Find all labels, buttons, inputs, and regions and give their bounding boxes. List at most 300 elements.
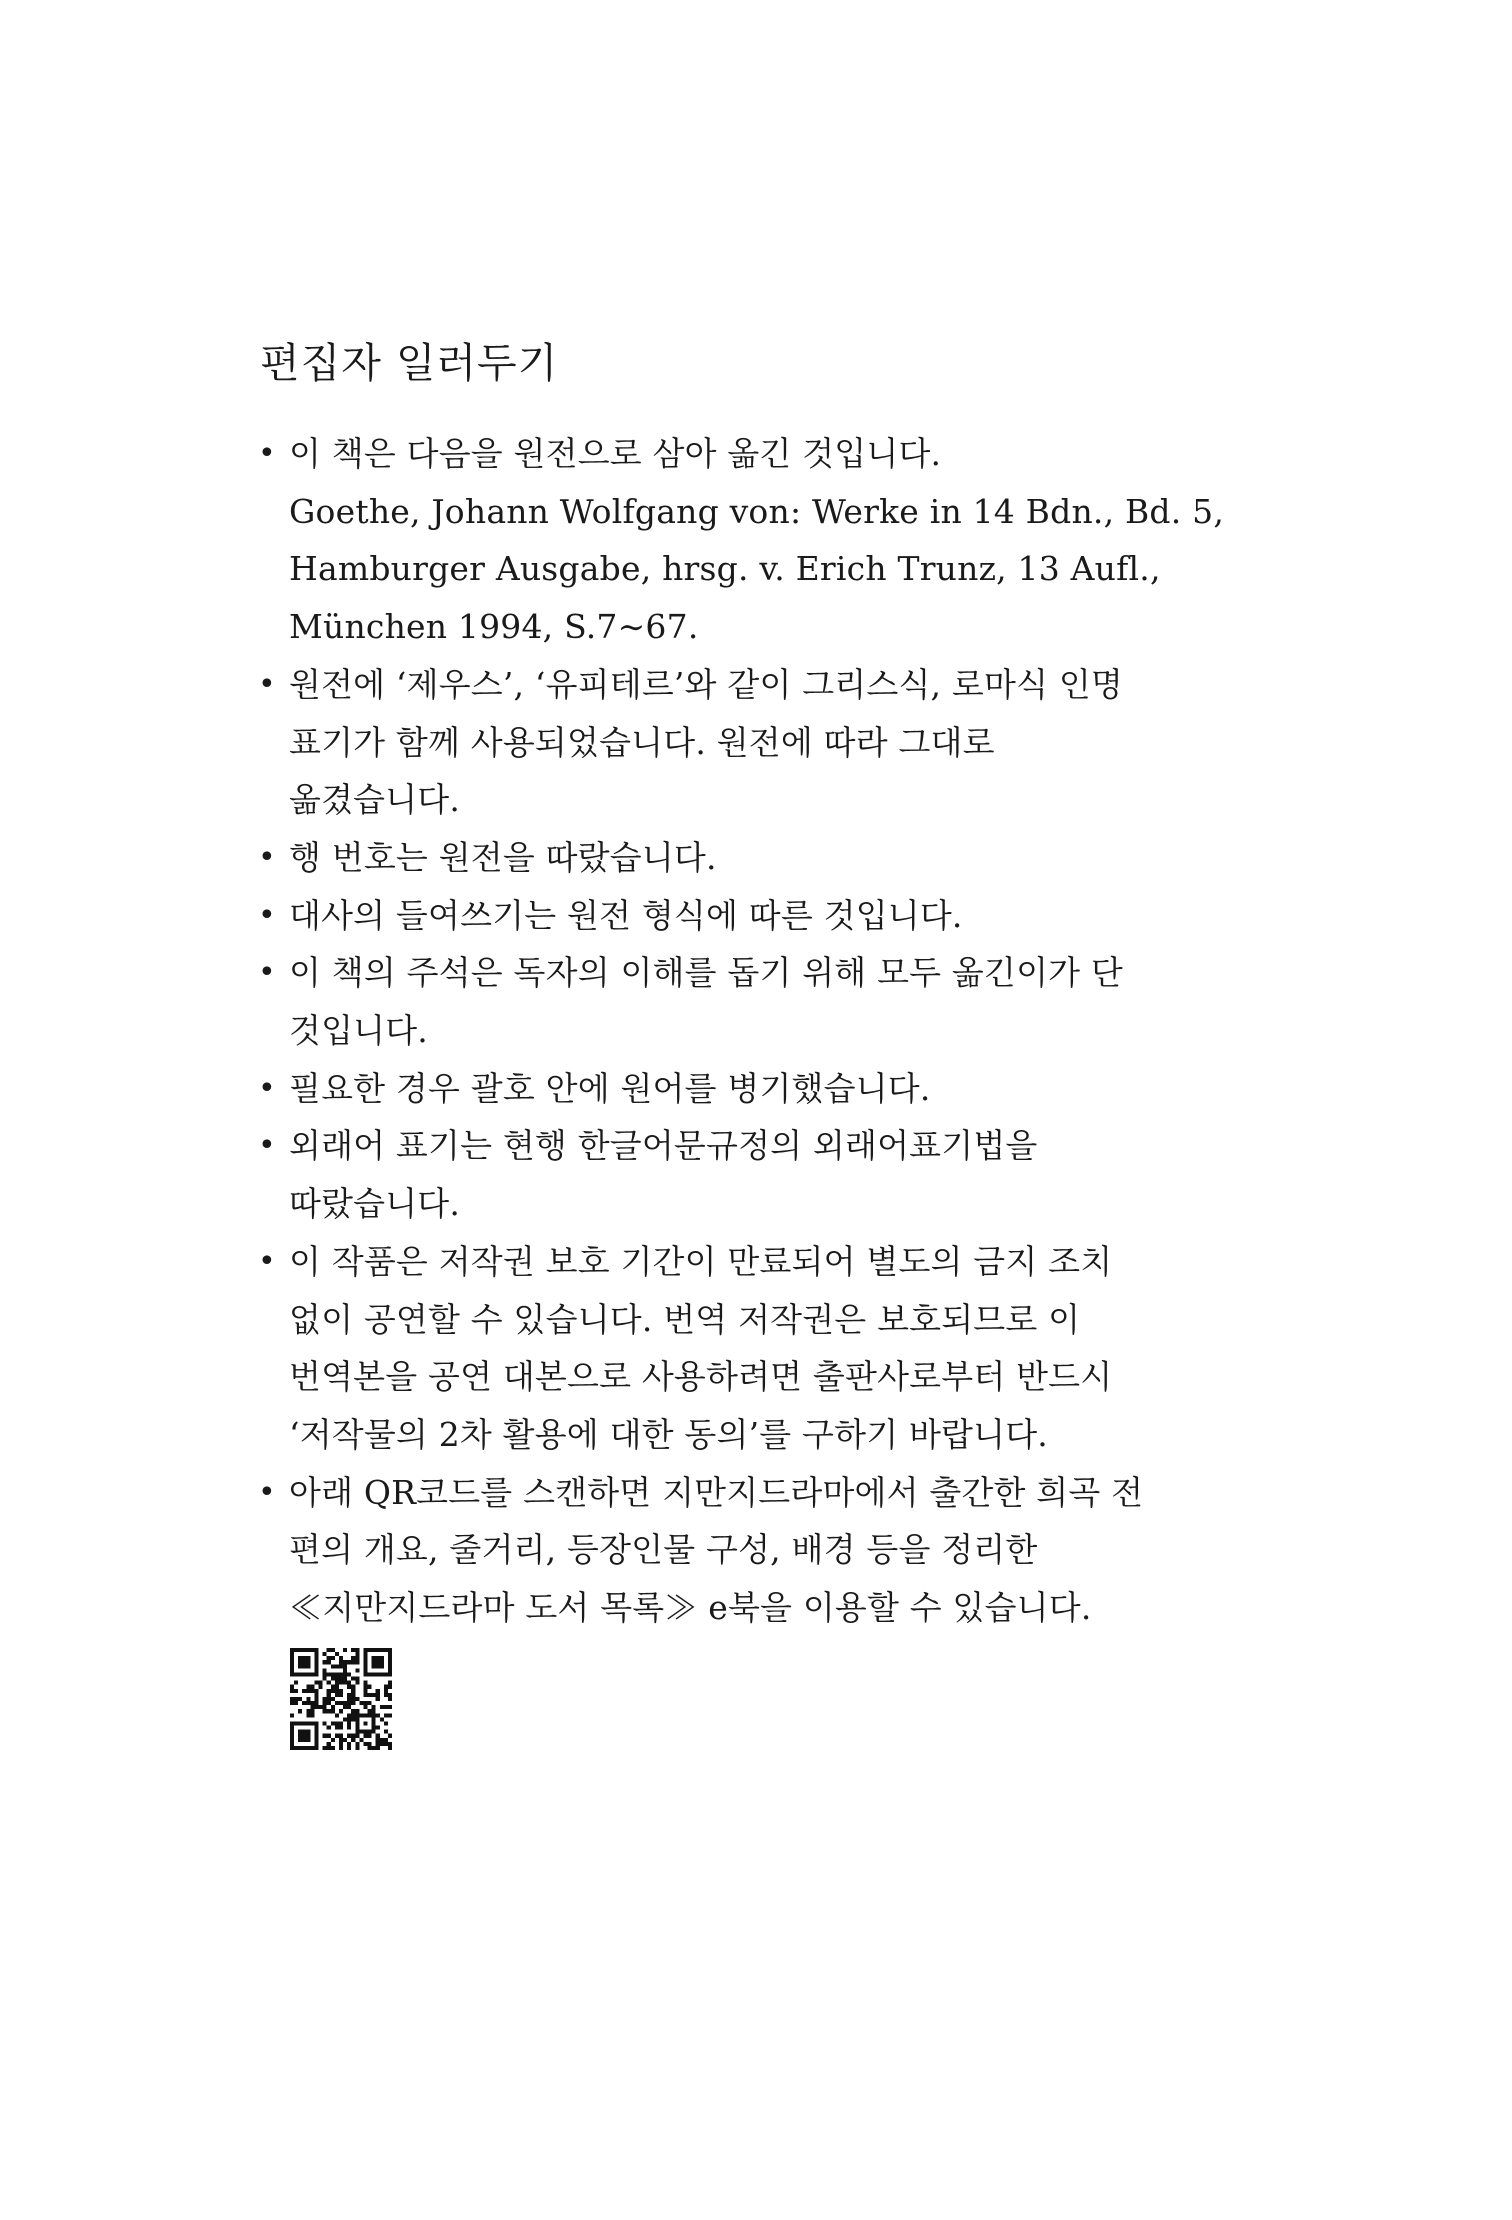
qr-module <box>363 1648 367 1652</box>
qr-module <box>323 1660 327 1664</box>
note-item <box>258 1464 1258 1637</box>
qr-module <box>368 1742 372 1746</box>
qr-module <box>368 1709 372 1713</box>
qr-module <box>343 1677 347 1681</box>
qr-module <box>302 1738 306 1742</box>
qr-module <box>290 1738 294 1742</box>
qr-module <box>310 1709 314 1713</box>
qr-module <box>363 1681 367 1685</box>
qr-module <box>343 1660 347 1664</box>
qr-module <box>314 1660 318 1664</box>
qr-module <box>343 1681 347 1685</box>
qr-module <box>323 1652 327 1656</box>
qr-module <box>363 1672 367 1676</box>
qr-module <box>323 1734 327 1738</box>
qr-module <box>351 1738 355 1742</box>
qr-module <box>347 1681 351 1685</box>
qr-module <box>314 1672 318 1676</box>
qr-module <box>302 1672 306 1676</box>
note-line: 편의 개요, 줄거리, 등장인물 구성, 배경 등을 정리한 <box>289 1530 1038 1570</box>
qr-module <box>290 1721 294 1725</box>
qr-module <box>314 1742 318 1746</box>
qr-module <box>335 1681 339 1685</box>
bullet-icon: • <box>258 897 276 933</box>
qr-module <box>368 1730 372 1734</box>
qr-module <box>302 1689 306 1693</box>
qr-module <box>331 1648 335 1652</box>
qr-module <box>380 1705 384 1709</box>
qr-module <box>290 1685 294 1689</box>
qr-module <box>343 1664 347 1668</box>
qr-module <box>347 1734 351 1738</box>
qr-module <box>376 1693 380 1697</box>
qr-module <box>347 1697 351 1701</box>
qr-module <box>298 1709 302 1713</box>
qr-module <box>327 1746 331 1750</box>
qr-module <box>376 1656 380 1660</box>
qr-module <box>314 1726 318 1730</box>
qr-module <box>376 1672 380 1676</box>
qr-module <box>327 1742 331 1746</box>
qr-module <box>310 1685 314 1689</box>
qr-module <box>339 1746 343 1750</box>
qr-module <box>314 1681 318 1685</box>
qr-module <box>372 1664 376 1668</box>
qr-module <box>363 1742 367 1746</box>
qr-module <box>314 1689 318 1693</box>
qr-module <box>331 1746 335 1750</box>
qr-module <box>384 1742 388 1746</box>
qr-module <box>372 1713 376 1717</box>
qr-module <box>368 1734 372 1738</box>
qr-module <box>355 1713 359 1717</box>
qr-code-icon <box>290 1648 392 1750</box>
qr-module <box>355 1730 359 1734</box>
qr-module <box>372 1705 376 1709</box>
qr-module <box>310 1648 314 1652</box>
bullet-icon: • <box>258 1243 276 1279</box>
qr-module <box>335 1664 339 1668</box>
qr-module <box>290 1730 294 1734</box>
qr-module <box>290 1697 294 1701</box>
qr-module <box>314 1705 318 1709</box>
qr-module <box>368 1713 372 1717</box>
qr-module <box>298 1656 302 1660</box>
qr-module <box>306 1685 310 1689</box>
qr-module <box>372 1730 376 1734</box>
qr-module <box>306 1648 310 1652</box>
qr-module <box>298 1730 302 1734</box>
qr-module <box>363 1652 367 1656</box>
bullet-icon: • <box>258 839 276 875</box>
qr-module <box>376 1746 380 1750</box>
qr-module <box>359 1701 363 1705</box>
qr-module <box>331 1664 335 1668</box>
qr-module <box>339 1681 343 1685</box>
qr-module <box>294 1672 298 1676</box>
qr-module <box>388 1681 392 1685</box>
qr-module <box>355 1652 359 1656</box>
qr-module <box>372 1660 376 1664</box>
qr-module <box>327 1648 331 1652</box>
note-line: 없이 공연할 수 있습니다. 번역 저작권은 보호되므로 이 <box>289 1299 1081 1339</box>
qr-module <box>347 1742 351 1746</box>
qr-module <box>384 1648 388 1652</box>
note-line: ‘저작물의 2차 활용에 대한 동의’를 구하기 바랍니다. <box>289 1414 1048 1454</box>
qr-module <box>388 1705 392 1709</box>
qr-module <box>355 1697 359 1701</box>
qr-module <box>376 1689 380 1693</box>
qr-module <box>372 1709 376 1713</box>
qr-module <box>355 1726 359 1730</box>
qr-module <box>290 1742 294 1746</box>
qr-module <box>372 1656 376 1660</box>
qr-module <box>388 1746 392 1750</box>
qr-module <box>343 1648 347 1652</box>
qr-module <box>343 1738 347 1742</box>
qr-module <box>323 1677 327 1681</box>
qr-module <box>351 1701 355 1705</box>
qr-module <box>384 1693 388 1697</box>
qr-module <box>368 1685 372 1689</box>
bullet-icon: • <box>258 1474 276 1510</box>
note-line: 필요한 경우 괄호 안에 원어를 병기했습니다. <box>289 1068 931 1108</box>
qr-module <box>376 1738 380 1742</box>
qr-module <box>347 1713 351 1717</box>
qr-module <box>294 1648 298 1652</box>
qr-module <box>347 1721 351 1725</box>
bullet-icon: • <box>258 1070 276 1106</box>
qr-module <box>290 1656 294 1660</box>
qr-module <box>384 1672 388 1676</box>
qr-module <box>368 1701 372 1705</box>
qr-module <box>351 1713 355 1717</box>
qr-module <box>388 1713 392 1717</box>
qr-module <box>327 1681 331 1685</box>
qr-module <box>384 1689 388 1693</box>
qr-module <box>384 1713 388 1717</box>
note-line: Hamburger Ausgabe, hrsg. v. Erich Trunz, 13 Aufl., <box>289 549 1161 589</box>
qr-module <box>290 1660 294 1664</box>
qr-module <box>290 1746 294 1750</box>
qr-module <box>343 1705 347 1709</box>
qr-module <box>355 1746 359 1750</box>
note-item <box>258 944 1258 1059</box>
qr-module <box>359 1713 363 1717</box>
qr-module <box>335 1726 339 1730</box>
qr-module <box>306 1689 310 1693</box>
qr-module <box>351 1677 355 1681</box>
qr-module <box>298 1648 302 1652</box>
qr-module <box>298 1734 302 1738</box>
qr-module <box>314 1648 318 1652</box>
note-line: 대사의 들여쓰기는 원전 형식에 따른 것입니다. <box>289 895 963 935</box>
qr-module <box>323 1721 327 1725</box>
note-line: 이 책은 다음을 원전으로 삼아 옮긴 것입니다. <box>289 434 942 473</box>
note-line: 번역본을 공연 대본으로 사용하려면 출판사로부터 반드시 <box>289 1357 1113 1397</box>
qr-module <box>290 1689 294 1693</box>
qr-module <box>323 1701 327 1705</box>
qr-module <box>335 1689 339 1693</box>
qr-module <box>302 1734 306 1738</box>
qr-module <box>331 1656 335 1660</box>
qr-module <box>351 1689 355 1693</box>
qr-module <box>314 1701 318 1705</box>
qr-module <box>368 1648 372 1652</box>
bullet-icon: • <box>258 666 276 702</box>
qr-module <box>384 1721 388 1725</box>
qr-module <box>347 1717 351 1721</box>
qr-module <box>302 1730 306 1734</box>
qr-module <box>363 1660 367 1664</box>
qr-module <box>306 1672 310 1676</box>
qr-module <box>351 1660 355 1664</box>
qr-module <box>363 1705 367 1709</box>
qr-module <box>310 1672 314 1676</box>
qr-module <box>310 1721 314 1725</box>
qr-module <box>298 1664 302 1668</box>
qr-module <box>372 1726 376 1730</box>
qr-module <box>355 1742 359 1746</box>
qr-module <box>355 1648 359 1652</box>
qr-module <box>380 1742 384 1746</box>
qr-module <box>380 1672 384 1676</box>
qr-module <box>290 1652 294 1656</box>
qr-module <box>363 1664 367 1668</box>
qr-module <box>355 1656 359 1660</box>
note-line: 원전에 ‘제우스’, ‘유피테르’와 같이 그리스식, 로마식 인명 <box>289 664 1123 704</box>
qr-module <box>355 1677 359 1681</box>
qr-module <box>302 1746 306 1750</box>
qr-module <box>327 1697 331 1701</box>
qr-module <box>368 1693 372 1697</box>
note-line: Goethe, Johann Wolfgang von: Werke in 14 Bdn., Bd. 5, <box>289 491 1225 531</box>
qr-module <box>343 1668 347 1672</box>
qr-module <box>388 1664 392 1668</box>
qr-module <box>351 1709 355 1713</box>
qr-module <box>339 1664 343 1668</box>
note-item <box>258 656 1258 829</box>
qr-module <box>388 1685 392 1689</box>
qr-module <box>339 1709 343 1713</box>
qr-module <box>359 1738 363 1742</box>
note-line: 아래 QR코드를 스캔하면 지만지드라마에서 출간한 희곡 전 <box>289 1472 1144 1512</box>
qr-module <box>327 1726 331 1730</box>
qr-module <box>327 1689 331 1693</box>
qr-module <box>310 1705 314 1709</box>
qr-module <box>314 1730 318 1734</box>
qr-module <box>314 1668 318 1672</box>
qr-module <box>347 1705 351 1709</box>
qr-module <box>351 1734 355 1738</box>
qr-module <box>290 1701 294 1705</box>
qr-module <box>339 1689 343 1693</box>
qr-module <box>339 1734 343 1738</box>
note-item <box>258 425 1258 656</box>
qr-module <box>331 1685 335 1689</box>
qr-module <box>323 1697 327 1701</box>
qr-module <box>323 1672 327 1676</box>
qr-module <box>335 1721 339 1725</box>
qr-module <box>343 1717 347 1721</box>
qr-module <box>376 1664 380 1668</box>
qr-module <box>331 1689 335 1693</box>
qr-module <box>339 1701 343 1705</box>
qr-module <box>327 1709 331 1713</box>
qr-module <box>335 1672 339 1676</box>
qr-module <box>376 1713 380 1717</box>
qr-module <box>335 1677 339 1681</box>
qr-module <box>343 1672 347 1676</box>
qr-module <box>363 1668 367 1672</box>
qr-module <box>290 1734 294 1738</box>
qr-module <box>319 1685 323 1689</box>
qr-module <box>335 1713 339 1717</box>
qr-module <box>323 1746 327 1750</box>
qr-module <box>298 1746 302 1750</box>
qr-module <box>310 1689 314 1693</box>
qr-module <box>368 1746 372 1750</box>
qr-module <box>294 1721 298 1725</box>
qr-module <box>351 1656 355 1660</box>
qr-module <box>306 1713 310 1717</box>
note-line: München 1994, S.7∼67. <box>289 607 699 647</box>
qr-module <box>306 1734 310 1738</box>
qr-module <box>327 1693 331 1697</box>
qr-module <box>335 1693 339 1697</box>
bullet-icon: • <box>258 1128 276 1164</box>
qr-module <box>319 1681 323 1685</box>
qr-module <box>363 1685 367 1689</box>
qr-module <box>306 1730 310 1734</box>
qr-module <box>339 1721 343 1725</box>
qr-module <box>347 1660 351 1664</box>
qr-module <box>314 1693 318 1697</box>
qr-module <box>298 1672 302 1676</box>
qr-module <box>388 1697 392 1701</box>
qr-module <box>355 1660 359 1664</box>
qr-module <box>355 1681 359 1685</box>
bullet-icon: • <box>258 955 276 991</box>
qr-module <box>294 1701 298 1705</box>
qr-module <box>298 1660 302 1664</box>
qr-module <box>380 1648 384 1652</box>
note-line: 것입니다. <box>289 1011 429 1051</box>
qr-module <box>388 1660 392 1664</box>
qr-module <box>372 1717 376 1721</box>
qr-module <box>363 1734 367 1738</box>
qr-module <box>363 1721 367 1725</box>
note-item <box>258 829 1258 887</box>
qr-module <box>290 1726 294 1730</box>
qr-module <box>306 1738 310 1742</box>
qr-module <box>351 1717 355 1721</box>
qr-module <box>327 1734 331 1738</box>
qr-module <box>310 1701 314 1705</box>
qr-module <box>388 1672 392 1676</box>
note-line: 외래어 표기는 현행 한글어문규정의 외래어표기법을 <box>289 1126 1038 1166</box>
qr-module <box>302 1664 306 1668</box>
qr-module <box>388 1734 392 1738</box>
qr-module <box>331 1721 335 1725</box>
qr-module <box>372 1672 376 1676</box>
qr-module <box>302 1721 306 1725</box>
qr-module <box>314 1721 318 1725</box>
qr-module <box>327 1672 331 1676</box>
qr-module <box>331 1677 335 1681</box>
qr-module <box>351 1697 355 1701</box>
qr-module <box>355 1734 359 1738</box>
note-item <box>258 1117 1258 1232</box>
qr-module <box>388 1693 392 1697</box>
qr-module <box>290 1648 294 1652</box>
note-line: 표기가 함께 사용되었습니다. 원전에 따라 그대로 <box>289 722 995 762</box>
qr-module <box>310 1746 314 1750</box>
qr-module <box>331 1705 335 1709</box>
qr-module <box>327 1660 331 1664</box>
qr-module <box>351 1648 355 1652</box>
qr-module <box>306 1697 310 1701</box>
qr-module <box>331 1672 335 1676</box>
qr-module <box>302 1660 306 1664</box>
qr-module <box>363 1689 367 1693</box>
qr-module <box>319 1705 323 1709</box>
qr-module <box>323 1709 327 1713</box>
qr-module <box>314 1664 318 1668</box>
note-line: ≪지만지드라마 도서 목록≫ e북을 이용할 수 있습니다. <box>289 1588 1092 1628</box>
qr-module <box>347 1685 351 1689</box>
qr-module <box>331 1709 335 1713</box>
qr-module <box>343 1701 347 1705</box>
qr-module <box>314 1734 318 1738</box>
qr-module <box>298 1697 302 1701</box>
qr-module <box>306 1709 310 1713</box>
qr-module <box>335 1734 339 1738</box>
qr-module <box>339 1677 343 1681</box>
note-item <box>258 1060 1258 1118</box>
note-item <box>258 887 1258 945</box>
qr-module <box>363 1701 367 1705</box>
qr-module <box>339 1656 343 1660</box>
qr-module <box>363 1693 367 1697</box>
qr-module <box>327 1656 331 1660</box>
qr-module <box>380 1660 384 1664</box>
qr-module <box>384 1705 388 1709</box>
editor-notes-list <box>258 425 1258 1637</box>
qr-module <box>335 1652 339 1656</box>
qr-module <box>294 1697 298 1701</box>
page-title: 편집자 일러두기 <box>260 339 559 387</box>
bullet-icon: • <box>258 436 276 471</box>
qr-module <box>388 1656 392 1660</box>
qr-module <box>380 1656 384 1660</box>
qr-module <box>355 1668 359 1672</box>
qr-module <box>290 1664 294 1668</box>
qr-module <box>339 1742 343 1746</box>
qr-module <box>331 1697 335 1701</box>
qr-module <box>380 1717 384 1721</box>
qr-module <box>363 1713 367 1717</box>
note-line: 이 책의 주석은 독자의 이해를 돕기 위해 모두 옮긴이가 단 <box>289 953 1124 993</box>
qr-module <box>368 1672 372 1676</box>
qr-module <box>302 1648 306 1652</box>
qr-module <box>376 1734 380 1738</box>
qr-module <box>306 1664 310 1668</box>
qr-module <box>294 1689 298 1693</box>
qr-module <box>290 1668 294 1672</box>
qr-module <box>384 1685 388 1689</box>
qr-module <box>372 1746 376 1750</box>
